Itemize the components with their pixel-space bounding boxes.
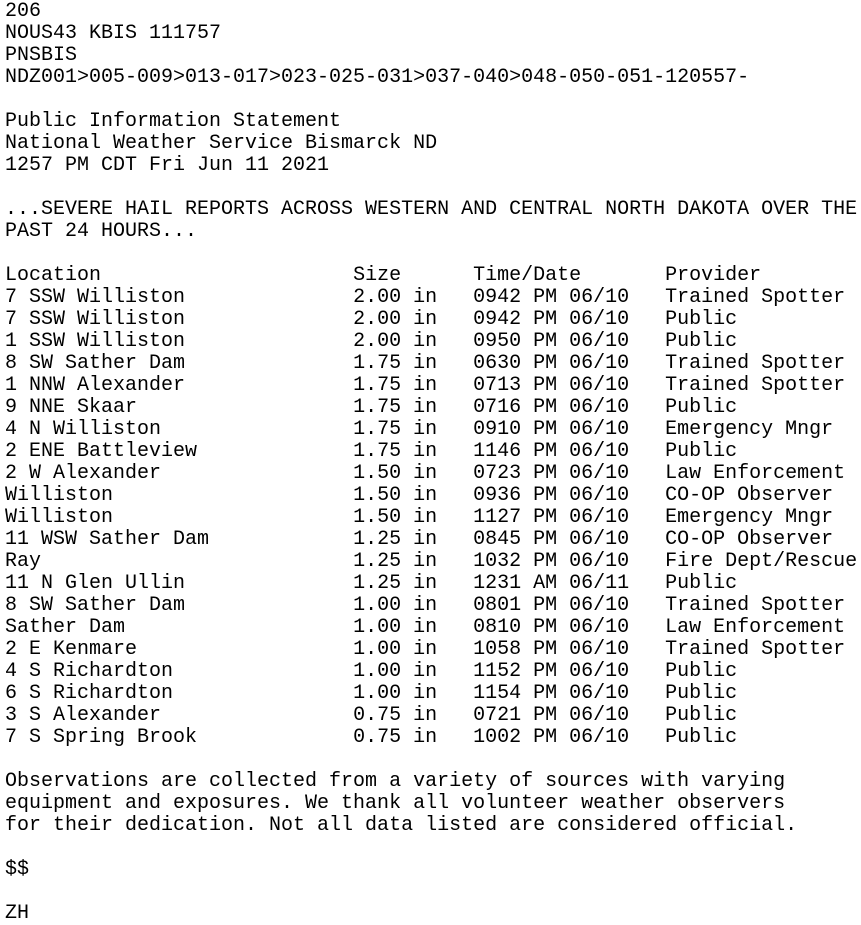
table-row	[5, 353, 861, 375]
table-row	[5, 287, 861, 309]
column-header-size: Size	[353, 264, 474, 287]
cell-time: 1127 PM 06/10	[473, 506, 666, 529]
table-row	[5, 727, 861, 749]
cell-size: 2.00 in	[353, 330, 474, 353]
cell-provider: Trained Spotter	[665, 638, 846, 661]
blank-line	[5, 837, 861, 859]
cell-time: 0810 PM 06/10	[473, 616, 666, 639]
cell-provider: Law Enforcement	[665, 616, 846, 639]
table-row	[5, 463, 861, 485]
cell-provider: Emergency Mngr	[665, 506, 834, 529]
cell-size: 1.50 in	[353, 462, 474, 485]
cell-time: 1146 PM 06/10	[473, 440, 666, 463]
cell-time: 0713 PM 06/10	[473, 374, 666, 397]
cell-size: 2.00 in	[353, 308, 474, 331]
forecaster-initials: ZH	[5, 902, 30, 925]
cell-provider: Public	[665, 682, 738, 705]
cell-size: 1.00 in	[353, 660, 474, 683]
cell-location: 7 SSW Williston	[5, 308, 354, 331]
cell-provider: Trained Spotter	[665, 374, 846, 397]
table-row	[5, 397, 861, 419]
cell-provider: CO-OP Observer	[665, 484, 834, 507]
table-row	[5, 419, 861, 441]
table-row	[5, 441, 861, 463]
table-row	[5, 331, 861, 353]
column-header-time: Time/Date	[473, 264, 666, 287]
cell-location: 2 W Alexander	[5, 462, 354, 485]
table-row	[5, 507, 861, 529]
cell-location: 2 E Kenmare	[5, 638, 354, 661]
column-header-location: Location	[5, 264, 354, 287]
cell-time: 1058 PM 06/10	[473, 638, 666, 661]
table-row	[5, 529, 861, 551]
cell-size: 1.00 in	[353, 594, 474, 617]
cell-provider: Public	[665, 440, 738, 463]
table-row	[5, 375, 861, 397]
cell-size: 1.25 in	[353, 550, 474, 573]
table-row	[5, 683, 861, 705]
hail-report-table-body	[5, 287, 861, 749]
cell-time: 0910 PM 06/10	[473, 418, 666, 441]
table-row	[5, 551, 861, 573]
cell-location: 3 S Alexander	[5, 704, 354, 727]
cell-provider: Public	[665, 396, 738, 419]
cell-location: 4 S Richardton	[5, 660, 354, 683]
cell-location: 4 N Williston	[5, 418, 354, 441]
cell-location: Ray	[5, 550, 354, 573]
cell-size: 1.25 in	[353, 528, 474, 551]
cell-size: 1.00 in	[353, 616, 474, 639]
column-header-provider: Provider	[665, 264, 762, 287]
cell-location: 2 ENE Battleview	[5, 440, 354, 463]
cell-size: 0.75 in	[353, 704, 474, 727]
cell-provider: Law Enforcement	[665, 462, 846, 485]
blank-line	[5, 177, 861, 199]
cell-time: 1002 PM 06/10	[473, 726, 666, 749]
table-header-row	[5, 265, 861, 287]
cell-time: 1032 PM 06/10	[473, 550, 666, 573]
ugc-zone-codes: NDZ001>005-009>013-017>023-025-031>037-040>048-050-051-120557-	[5, 66, 750, 89]
cell-provider: Trained Spotter	[665, 594, 846, 617]
cell-location: Williston	[5, 506, 354, 529]
cell-location: 1 SSW Williston	[5, 330, 354, 353]
cell-size: 1.50 in	[353, 484, 474, 507]
cell-provider: CO-OP Observer	[665, 528, 834, 551]
table-row	[5, 705, 861, 727]
cell-provider: Emergency Mngr	[665, 418, 834, 441]
cell-size: 0.75 in	[353, 726, 474, 749]
issuing-office: National Weather Service Bismarck ND	[5, 132, 438, 155]
cell-location: 7 SSW Williston	[5, 286, 354, 309]
table-row	[5, 485, 861, 507]
cell-time: 1154 PM 06/10	[473, 682, 666, 705]
cell-size: 1.25 in	[353, 572, 474, 595]
table-row	[5, 309, 861, 331]
headline-line-1: ...SEVERE HAIL REPORTS ACROSS WESTERN AND CENTRAL NORTH DAKOTA OVER THE	[5, 198, 858, 221]
product-title: Public Information Statement	[5, 110, 342, 133]
cell-provider: Public	[665, 726, 738, 749]
cell-time: 0723 PM 06/10	[473, 462, 666, 485]
blank-line	[5, 89, 861, 111]
cell-time: 0716 PM 06/10	[473, 396, 666, 419]
cell-size: 1.75 in	[353, 374, 474, 397]
cell-size: 1.75 in	[353, 396, 474, 419]
cell-location: 11 WSW Sather Dam	[5, 528, 354, 551]
cell-time: 0936 PM 06/10	[473, 484, 666, 507]
cell-provider: Fire Dept/Rescue	[665, 550, 858, 573]
cell-provider: Public	[665, 660, 738, 683]
table-row	[5, 639, 861, 661]
cell-time: 0630 PM 06/10	[473, 352, 666, 375]
cell-size: 1.00 in	[353, 638, 474, 661]
cell-location: 8 SW Sather Dam	[5, 352, 354, 375]
cell-time: 0801 PM 06/10	[473, 594, 666, 617]
cell-size: 1.75 in	[353, 352, 474, 375]
cell-provider: Trained Spotter	[665, 286, 846, 309]
cell-time: 0942 PM 06/10	[473, 308, 666, 331]
blank-line	[5, 243, 861, 265]
cell-location: 9 NNE Skaar	[5, 396, 354, 419]
product-terminator: $$	[5, 858, 30, 881]
blank-line	[5, 881, 861, 903]
table-row	[5, 617, 861, 639]
cell-location: 8 SW Sather Dam	[5, 594, 354, 617]
blank-line	[5, 749, 861, 771]
cell-location: 11 N Glen Ullin	[5, 572, 354, 595]
footer-note-line-1: Observations are collected from a variety of sources with varying	[5, 770, 786, 793]
cell-time: 0950 PM 06/10	[473, 330, 666, 353]
cell-provider: Public	[665, 572, 738, 595]
cell-time: 1231 AM 06/11	[473, 572, 666, 595]
awips-id: PNSBIS	[5, 44, 78, 67]
sequence-number: 206	[5, 0, 42, 23]
cell-provider: Public	[665, 330, 738, 353]
cell-time: 0942 PM 06/10	[473, 286, 666, 309]
cell-provider: Public	[665, 308, 738, 331]
cell-time: 0721 PM 06/10	[473, 704, 666, 727]
headline-line-2: PAST 24 HOURS...	[5, 220, 198, 243]
cell-size: 1.50 in	[353, 506, 474, 529]
cell-location: Williston	[5, 484, 354, 507]
footer-note-line-3: for their dedication. Not all data listed are considered official.	[5, 814, 798, 837]
cell-size: 1.75 in	[353, 440, 474, 463]
cell-size: 1.75 in	[353, 418, 474, 441]
cell-time: 1152 PM 06/10	[473, 660, 666, 683]
cell-location: 1 NNW Alexander	[5, 374, 354, 397]
cell-provider: Trained Spotter	[665, 352, 846, 375]
footer-note-line-2: equipment and exposures. We thank all volunteer weather observers	[5, 792, 786, 815]
cell-size: 2.00 in	[353, 286, 474, 309]
issue-time: 1257 PM CDT Fri Jun 11 2021	[5, 154, 330, 177]
table-row	[5, 573, 861, 595]
cell-time: 0845 PM 06/10	[473, 528, 666, 551]
table-row	[5, 595, 861, 617]
cell-location: Sather Dam	[5, 616, 354, 639]
wmo-header: NOUS43 KBIS 111757	[5, 22, 222, 45]
cell-location: 6 S Richardton	[5, 682, 354, 705]
table-row	[5, 661, 861, 683]
cell-provider: Public	[665, 704, 738, 727]
cell-location: 7 S Spring Brook	[5, 726, 354, 749]
cell-size: 1.00 in	[353, 682, 474, 705]
